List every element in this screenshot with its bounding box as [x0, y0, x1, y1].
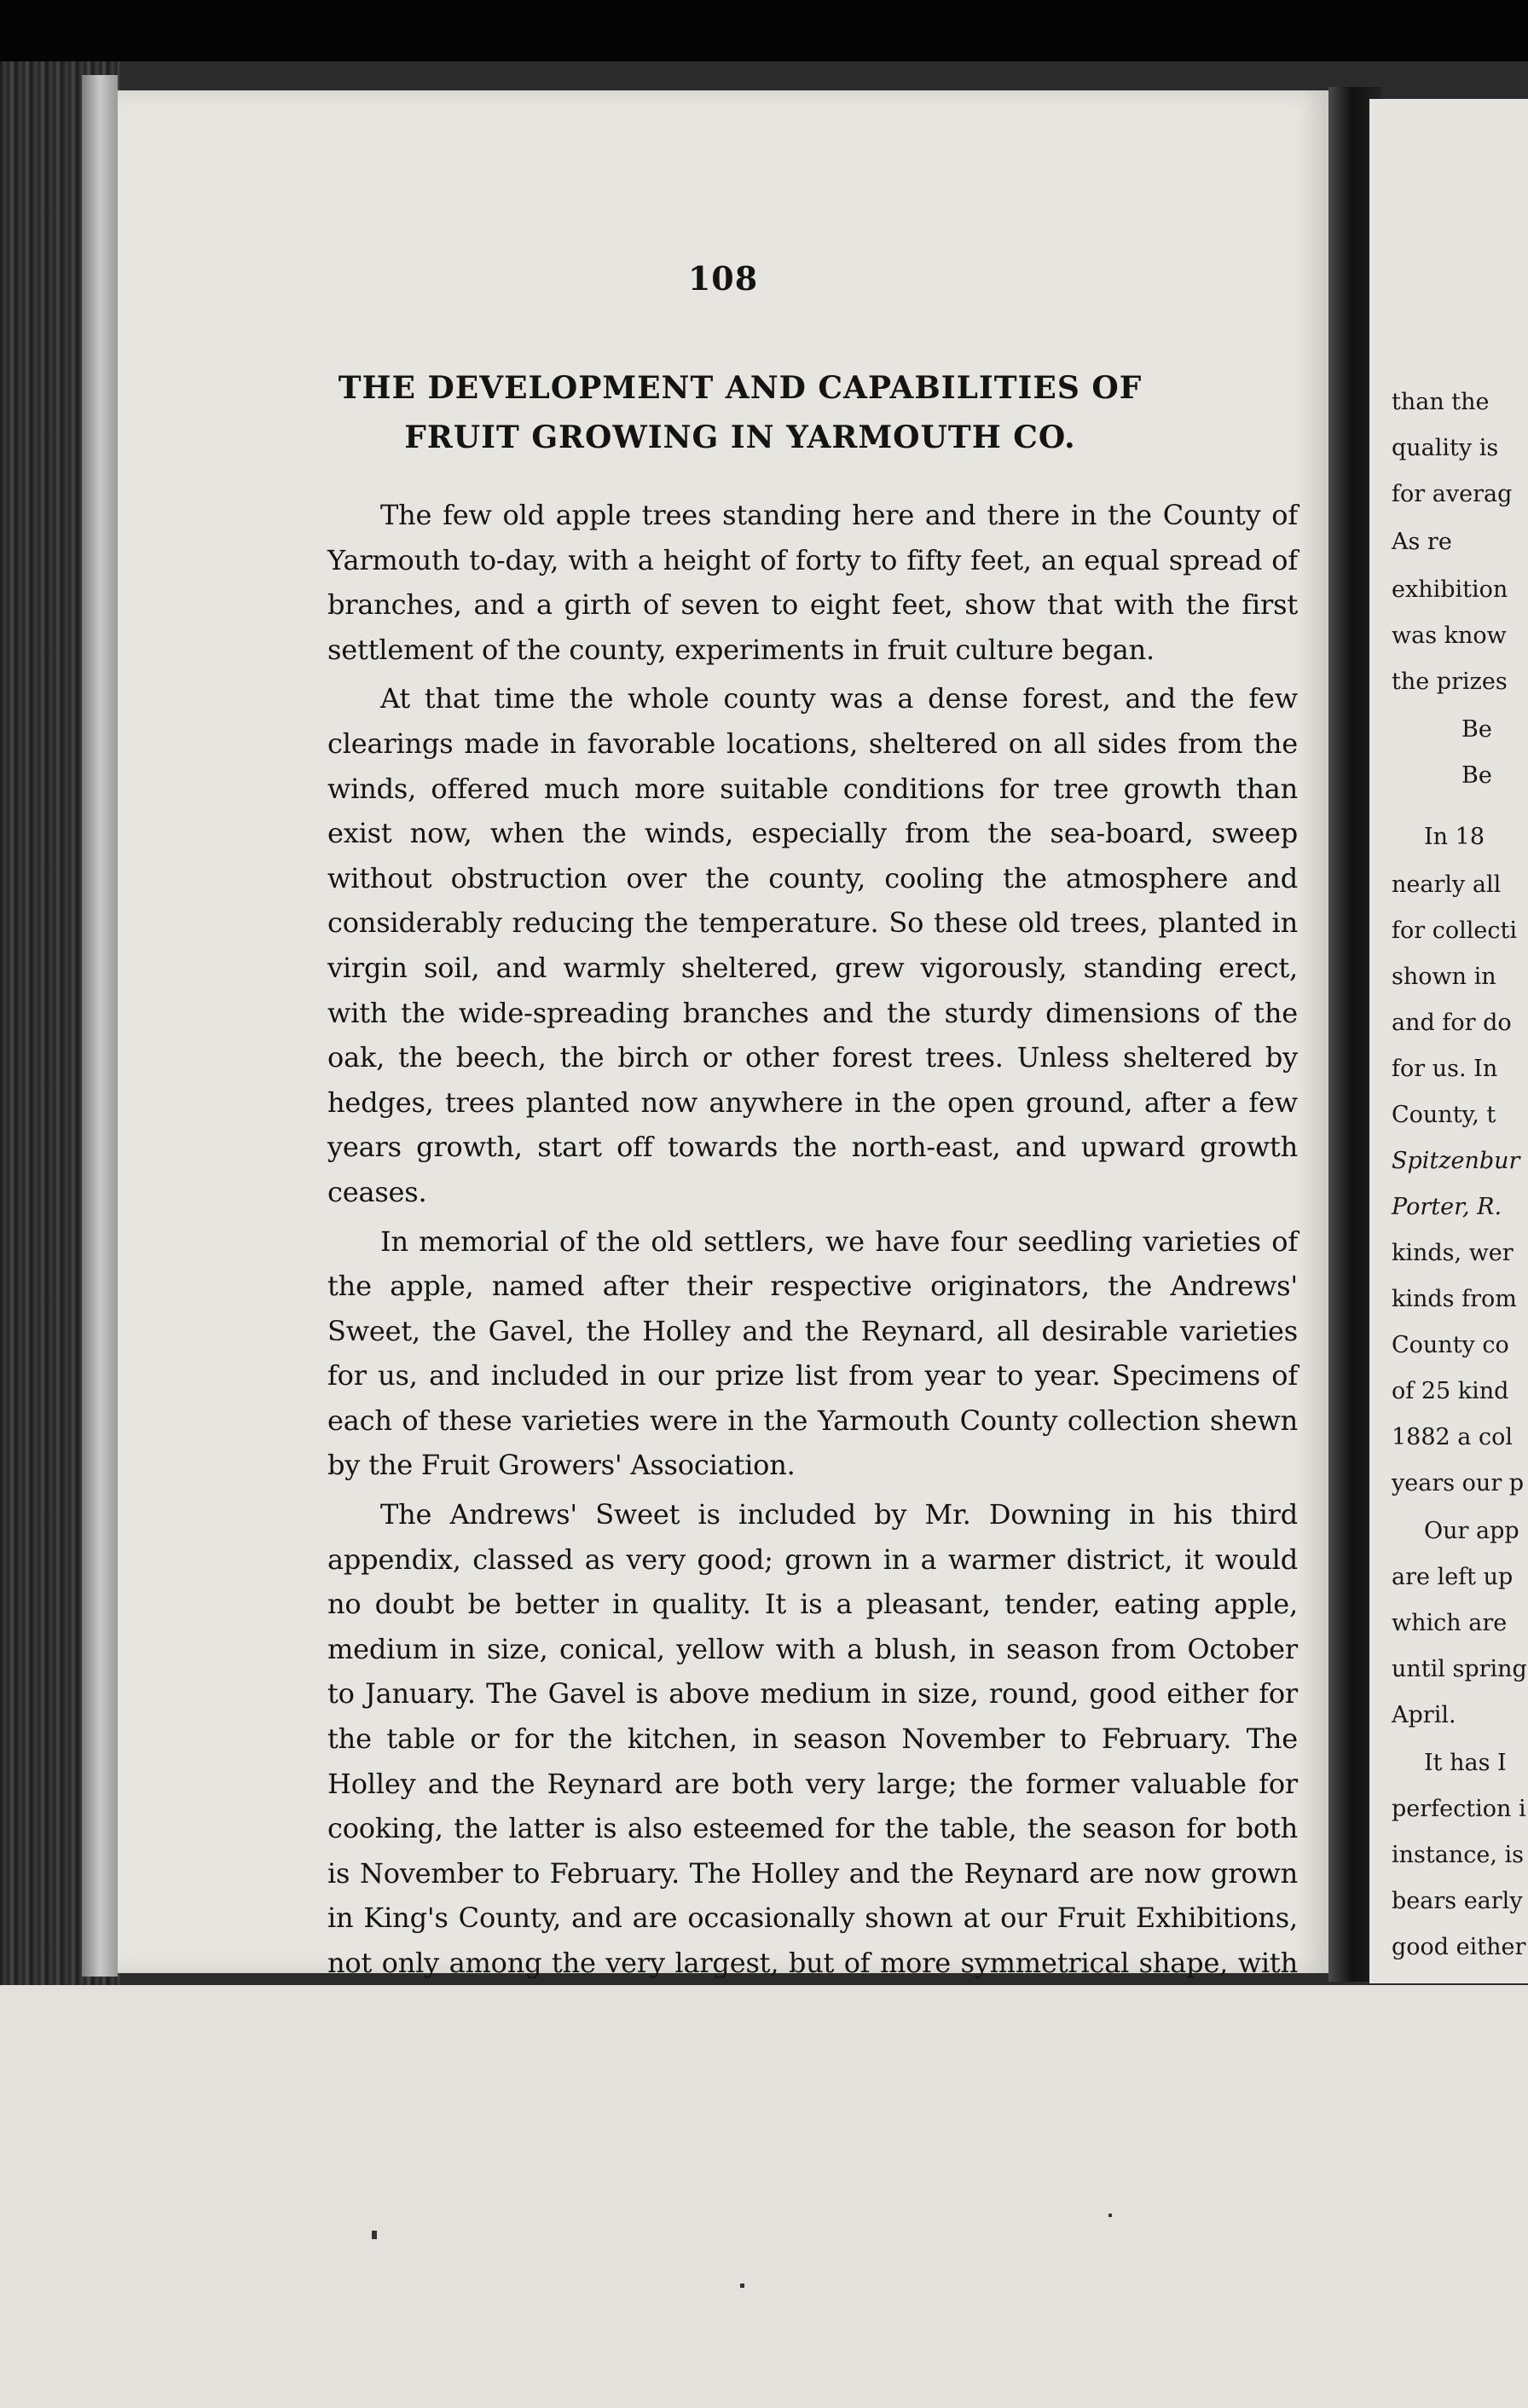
next-page-line: years our p	[1392, 1470, 1525, 1496]
next-page-line: exhibition	[1392, 576, 1508, 603]
next-page-line: kinds, wer	[1392, 1240, 1514, 1266]
next-page-line: As re	[1392, 529, 1452, 555]
next-page-line: quality is	[1392, 435, 1499, 461]
scan-bottom-surface	[0, 1985, 1528, 2408]
next-page-line: which are	[1392, 1610, 1508, 1636]
next-page-line: nearly all	[1392, 871, 1502, 898]
page-stack-edge	[82, 75, 118, 1977]
paragraph: In memorial of the old settlers, we have four seedling varieties of the apple, named after their respective originators, the Andrews' Sweet, the Gavel, the Holley and the Reynard, all desirable varieties for us, and included in our prize list from year to year. Specimens of each of these varieties were in the Yarmouth County collection shewn by the Fruit Growers' Association.	[327, 1224, 1298, 1482]
scan-top-border	[0, 0, 1528, 61]
paragraph: The Andrews' Sweet is included by Mr. Downing in his third appendix, classed as very good; grown in a warmer district, it would no doubt be better in quality. It is a pleasant, tender, eating apple, medium in size, conical, yellow with a blush, in season from October to January. The Gavel is above medium in size, round, good either for the table or for the kitchen, in season November to February. The Holley and the Reynard are both very large; the former valuable for cooking, the latter is also esteemed for the table, the season for both is November to February. The Holley and the Reynard are now grown in King's County, and are occasionally shown at our Fruit Exhibitions, not only among the very largest, but of more symmetrical shape, with	[327, 1498, 1298, 1979]
next-page-line: until spring	[1392, 1656, 1527, 1682]
next-page-line: was know	[1392, 622, 1507, 649]
next-page-line: Spitzenbur	[1392, 1148, 1520, 1174]
next-page-line: 1882 a col	[1392, 1424, 1513, 1450]
next-page-line: for averag	[1392, 481, 1513, 507]
dust-speck	[1108, 2214, 1112, 2217]
chapter-title	[246, 363, 1235, 462]
next-page-line: Be	[1461, 716, 1492, 743]
next-page-line: Porter, R.	[1392, 1194, 1502, 1220]
next-page-line: good either	[1392, 1934, 1526, 1960]
next-page-line: It has I	[1424, 1750, 1507, 1776]
next-page-line: the prizes	[1392, 669, 1508, 695]
next-page-line: bears early	[1392, 1888, 1523, 1914]
body-text	[327, 493, 1298, 2124]
next-page-line: instance, is	[1392, 1842, 1524, 1868]
next-page-line: for us. In	[1392, 1056, 1498, 1082]
next-page-line: Our app	[1424, 1518, 1519, 1544]
next-page-line: In 18	[1424, 824, 1485, 850]
next-page-line: Be	[1461, 762, 1492, 789]
paragraph: At that time the whole county was a dense forest, and the few clearings made in favorable locations, sheltered on all sides from the winds, offered much more suitable conditions for tree growth than exist now, when the winds, especially from the sea-board, sweep without obstruction over the county, cooling the atmosphere and considerably reducing the temperature. So these old trees, planted in virgin soil, and warmly sheltered, grew vigorously, standing erect, with the wide-spreading branches and the sturdy dimensions of the oak, the beech, the birch or other forest trees. Unless sheltered by hedges, trees planted now anywhere in the open ground, after a few years growth, start off towards the north-east, and upward growth ceases.	[327, 682, 1298, 1208]
left-page	[118, 90, 1328, 1979]
paragraph: The few old apple trees standing here and there in the County of Yarmouth to-day, with a height of forty to fifty feet, an equal spread of branches, and a girth of seven to eight feet, show that with the first settlement of the county, experiments in fruit culture began.	[327, 499, 1298, 666]
page-number: 108	[687, 259, 759, 298]
next-page-line: than the	[1392, 389, 1490, 415]
next-page-line: shown in	[1392, 964, 1496, 990]
next-page-line: County co	[1392, 1332, 1509, 1358]
next-page-line: perfection i	[1392, 1796, 1526, 1822]
next-page-line: and for do	[1392, 1010, 1512, 1036]
next-page-line: kinds from	[1392, 1286, 1517, 1312]
title-line-1: THE DEVELOPMENT AND CAPABILITIES OF	[338, 370, 1143, 406]
next-page-line: April.	[1392, 1702, 1456, 1728]
dust-speck	[740, 2284, 744, 2288]
next-page-line: of 25 kind	[1392, 1378, 1509, 1404]
next-page-line: for collecti	[1392, 917, 1517, 944]
title-line-2: FRUIT GROWING IN YARMOUTH CO.	[404, 420, 1076, 455]
right-page-fragment	[1369, 99, 1528, 1983]
dust-speck	[372, 2231, 377, 2239]
next-page-line: County, t	[1392, 1102, 1496, 1128]
next-page-line: are left up	[1392, 1564, 1514, 1590]
